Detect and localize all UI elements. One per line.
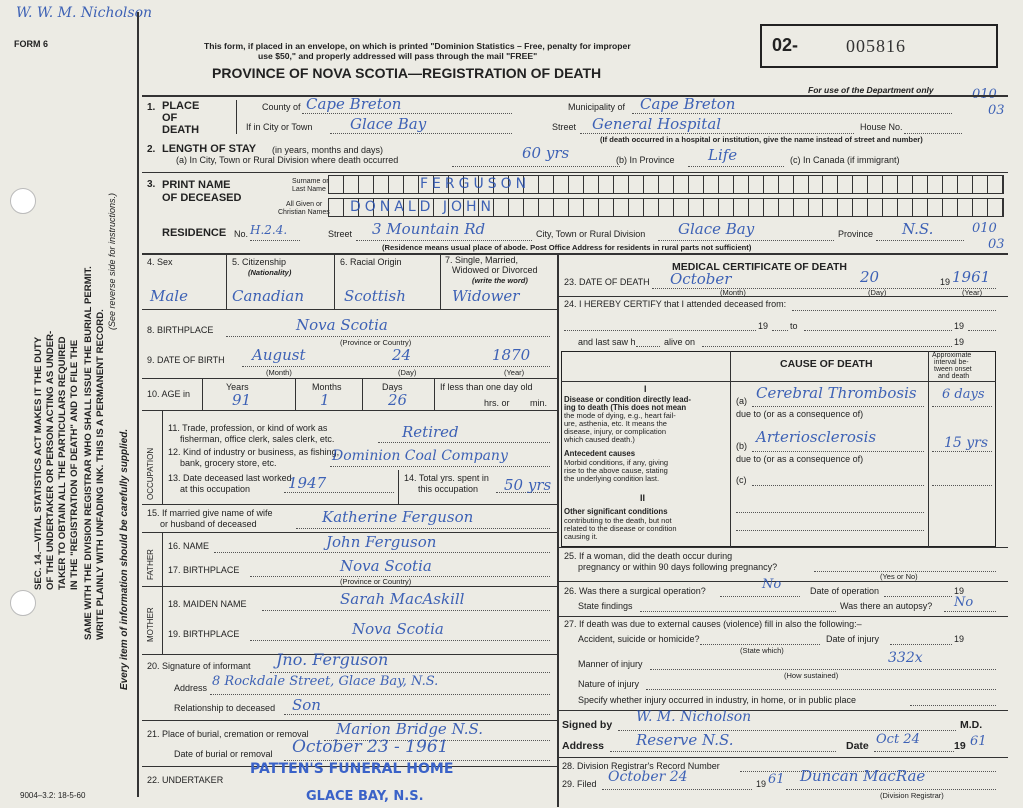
- municipality-value[interactable]: Cape Breton: [640, 95, 736, 113]
- manner-label: Manner of injury: [578, 659, 643, 669]
- months-value[interactable]: 1: [320, 391, 330, 409]
- disease-label-1: Disease or condition directly lead-: [564, 395, 691, 404]
- filed-value[interactable]: October 24: [608, 769, 688, 785]
- burial-value[interactable]: Marion Bridge N.S.: [336, 720, 484, 738]
- cause-a-label: (a): [736, 396, 747, 406]
- place-bracket: [236, 100, 237, 134]
- date-label: Date: [846, 740, 869, 752]
- age-label: 10. AGE in: [147, 389, 191, 399]
- undertaker-stamp-line-2: GLACE BAY, N.S.: [306, 789, 424, 804]
- name-num: 3.: [147, 179, 156, 190]
- disease-label-3: the mode of dying, e.g., heart fail-: [564, 411, 676, 420]
- stay-num: 2.: [147, 144, 156, 155]
- filed-label: 29. Filed: [562, 779, 597, 789]
- registration-prefix: 02-: [772, 35, 799, 55]
- occupation-side-label: OCCUPATION: [146, 447, 155, 500]
- dod-year-prefix: 19: [940, 277, 951, 287]
- name-label-1: PRINT NAME: [162, 179, 231, 191]
- interval-label-2: interval be-: [934, 359, 969, 366]
- marital-value[interactable]: Widower: [452, 287, 520, 305]
- residence-label: RESIDENCE: [162, 227, 227, 239]
- mother-name-value[interactable]: Sarah MacAskill: [340, 590, 465, 608]
- accident-label: Accident, suicide or homicide?: [578, 634, 700, 644]
- residence-division-label: City, Town or Rural Division: [536, 229, 646, 239]
- roman-ii: II: [640, 493, 646, 503]
- pregnancy-label-1: 25. If a woman, did the death occur during: [564, 551, 733, 561]
- dob-day-sub: (Day): [398, 368, 417, 377]
- mother-birthplace-value[interactable]: Nova Scotia: [352, 620, 444, 638]
- birthplace-value[interactable]: Nova Scotia: [296, 316, 388, 334]
- citizenship-sub: (Nationality): [248, 268, 292, 277]
- department-use-note: For use of the Department only: [808, 85, 934, 95]
- specify-label: Specify whether injury occurred in industry, in home, or in public place: [578, 695, 856, 705]
- op-date-label: Date of operation: [810, 586, 880, 596]
- envelope-note-1: This form, if placed in an envelope, on which is printed "Dominion Statistics – Free, penalty for improper: [204, 41, 631, 51]
- father-name-label: 16. NAME: [168, 541, 210, 551]
- residence-note: (Residence means usual place of abode. Post Office Address for residents in rural parts not sufficient): [382, 243, 752, 252]
- side-instruction-7: (See reverse side for instructions.): [107, 192, 117, 330]
- stay-label-sub: (in years, months and days): [272, 145, 384, 155]
- injury-date-label: Date of injury: [826, 634, 880, 644]
- residence-no-value[interactable]: H.2.4.: [250, 223, 288, 237]
- signed-by-label: Signed by: [562, 719, 613, 731]
- interval-label-3: tween onset: [934, 366, 972, 373]
- header-bottom-line: [142, 95, 1008, 97]
- burial-date-label: Date of burial or removal: [174, 749, 273, 759]
- stay-a-value[interactable]: 60 yrs: [522, 144, 570, 162]
- dod-year[interactable]: 1961: [952, 268, 991, 286]
- cause-b-value[interactable]: Arteriosclerosis: [756, 428, 877, 446]
- dob-label: 9. DATE OF BIRTH: [147, 355, 225, 365]
- given-label-2: Christian Names: [278, 209, 330, 216]
- top-handwritten-note: W. W. M. Nicholson: [16, 5, 153, 21]
- trade-label-1: 11. Trade, profession, or kind of work as: [168, 423, 328, 433]
- date-year-prefix: 19: [954, 740, 966, 752]
- hrs-label: hrs. or: [484, 398, 510, 408]
- autopsy-label: Was there an autopsy?: [840, 601, 933, 611]
- registrar-record-label: 28. Division Registrar's Record Number: [562, 761, 720, 771]
- other-label-2: contributing to the death, but not: [564, 516, 672, 525]
- side-instruction-1: SEC. 14.—VITAL STATISTICS ACT MAKES IT THE DUTY: [33, 336, 44, 590]
- father-birthplace-value[interactable]: Nova Scotia: [340, 557, 432, 575]
- dept-code-1: 010: [972, 87, 997, 102]
- manner-value[interactable]: 332x: [888, 650, 923, 666]
- signed-by-value[interactable]: W. M. Nicholson: [636, 709, 752, 725]
- certify-to-label: to: [790, 321, 798, 331]
- state-which-sub: (State which): [740, 646, 784, 655]
- envelope-note-2: use $50," and properly addressed will pass through the mail "FREE": [258, 51, 538, 61]
- side-instruction-2: OF THE UNDERTAKER OR PERSON ACTING AS UNDER-: [45, 330, 56, 590]
- wife-label-2: or husband of deceased: [160, 519, 257, 529]
- antecedent-label-3: rise to the above cause, stating: [564, 466, 668, 475]
- racial-label: 6. Racial Origin: [340, 257, 402, 267]
- registrar-signature[interactable]: Duncan MacRae: [800, 767, 926, 785]
- injury-date-year: 19: [954, 634, 965, 644]
- dept-code-4: 03: [988, 237, 1005, 252]
- pregnancy-label-2: pregnancy or within 90 days following pregnancy?: [578, 562, 778, 572]
- informant-sig-value[interactable]: Jno. Ferguson: [276, 650, 389, 669]
- place-note: (If death occurred in a hospital or institution, give the name instead of street and number): [600, 135, 923, 144]
- trade-label-2: fisherman, office clerk, sales clerk, etc.: [180, 434, 335, 444]
- doctor-address-label: Address: [562, 740, 605, 752]
- dod-month-sub: (Month): [720, 288, 746, 297]
- certify-year-2: 19: [954, 321, 965, 331]
- undertaker-label: 22. UNDERTAKER: [147, 775, 224, 785]
- mother-name-label: 18. MAIDEN NAME: [168, 599, 247, 609]
- pregnancy-yesno-sub: (Yes or No): [880, 572, 918, 581]
- last-worked-value[interactable]: 1947: [288, 474, 327, 492]
- stay-label: LENGTH OF STAY: [162, 143, 257, 155]
- interval-label-4: and death: [938, 373, 970, 380]
- residence-province-label: Province: [838, 229, 874, 239]
- stay-b-label: (b) In Province: [616, 155, 675, 165]
- form-number: FORM 6: [14, 39, 49, 49]
- years-label: Years: [226, 382, 249, 392]
- punch-hole-top: [10, 188, 36, 214]
- surname-label-2: Last Name: [292, 186, 326, 193]
- external-label: 27. If death was due to external causes (violence) fill in also the following:–: [564, 619, 862, 629]
- racial-value[interactable]: Scottish: [344, 287, 406, 305]
- cause-c-label: (c): [736, 475, 747, 485]
- disease-label-6: which caused death.): [564, 435, 635, 444]
- surname-label-1: Surname or: [292, 178, 329, 185]
- wife-value[interactable]: Katherine Ferguson: [322, 508, 474, 526]
- residence-street-label: Street: [328, 229, 353, 239]
- street-value[interactable]: General Hospital: [592, 115, 722, 133]
- father-birthplace-label: 17. BIRTHPLACE: [168, 565, 240, 575]
- burial-date-value[interactable]: October 23 - 1961: [292, 737, 449, 757]
- footer-code: 9004–3.2: 18-5-60: [20, 791, 86, 800]
- dod-day[interactable]: 20: [860, 268, 880, 286]
- trade-value[interactable]: Retired: [402, 423, 459, 441]
- last-worked-label-2: at this occupation: [180, 484, 251, 494]
- years-spent-label-2: this occupation: [418, 484, 479, 494]
- md-label: M.D.: [960, 719, 983, 731]
- days-label: Days: [382, 382, 403, 392]
- side-instruction-8: Every item of information should be carefully supplied.: [119, 428, 130, 690]
- column-divider: [557, 253, 559, 807]
- left-border-line: [137, 12, 139, 797]
- residence-province-value[interactable]: N.S.: [902, 220, 934, 238]
- form-title: PROVINCE OF NOVA SCOTIA—REGISTRATION OF DEATH: [212, 65, 602, 81]
- name-label-2: OF DECEASED: [162, 192, 242, 204]
- dod-day-sub: (Day): [868, 288, 887, 297]
- date-year[interactable]: 61: [970, 734, 987, 749]
- dod-month[interactable]: October: [670, 270, 732, 288]
- wife-label-1: 15. If married give name of wife: [147, 508, 273, 518]
- house-label: House No.: [860, 122, 903, 132]
- citizenship-value[interactable]: Canadian: [232, 287, 305, 305]
- disease-label-4: ure, asthenia, etc. It means the: [564, 419, 667, 428]
- dod-label: 23. DATE OF DEATH: [564, 277, 650, 287]
- father-name-value[interactable]: John Ferguson: [326, 533, 437, 551]
- medical-heading: MEDICAL CERTIFICATE OF DEATH: [672, 261, 847, 273]
- cause-b-interval[interactable]: 15 yrs: [944, 435, 989, 451]
- min-label: min.: [530, 398, 548, 408]
- surname-value[interactable]: FERGUSON: [420, 176, 531, 192]
- dept-code-3: 010: [972, 221, 997, 236]
- interval-label-1: Approximate: [932, 352, 972, 359]
- date-value[interactable]: Oct 24: [876, 732, 920, 747]
- months-label: Months: [312, 382, 342, 392]
- mother-birthplace-label: 19. BIRTHPLACE: [168, 629, 240, 639]
- antecedent-label-4: the underlying condition last.: [564, 474, 660, 483]
- father-birthplace-sub: (Province or Country): [340, 577, 412, 586]
- filed-year[interactable]: 61: [768, 772, 785, 787]
- dob-month-sub: (Month): [266, 368, 292, 377]
- city-label: If in City or Town: [246, 122, 313, 132]
- registrar-sub: (Division Registrar): [880, 791, 944, 800]
- years-spent-value[interactable]: 50 yrs: [504, 476, 552, 494]
- marital-sub: (write the word): [472, 276, 528, 285]
- years-value[interactable]: 91: [232, 391, 252, 409]
- side-instruction-3: TAKER TO OBTAIN ALL THE PARTICULARS REQUIRED: [57, 336, 68, 590]
- father-side-label: FATHER: [146, 549, 155, 580]
- autopsy-value[interactable]: No: [954, 595, 974, 610]
- days-value[interactable]: 26: [388, 391, 408, 409]
- stay-a-label: (a) In City, Town or Rural Division where death occurred: [176, 155, 399, 165]
- relationship-label: Relationship to deceased: [174, 703, 276, 713]
- doctor-address-value[interactable]: Reserve N.S.: [636, 731, 734, 749]
- birthplace-sub: (Province or Country): [340, 338, 412, 347]
- place-num: 1.: [147, 102, 156, 113]
- marital-label-2: Widowed or Divorced: [452, 265, 538, 275]
- industry-value[interactable]: Dominion Coal Company: [332, 448, 508, 464]
- other-label-4: causing it.: [564, 532, 598, 541]
- punch-hole-bottom: [10, 590, 36, 616]
- disease-label-2: ing to death (This does not mean: [564, 403, 687, 412]
- other-label-3: related to the disease or condition: [564, 524, 677, 533]
- dob-month[interactable]: August: [252, 346, 306, 364]
- roman-i: I: [644, 384, 647, 394]
- sex-label: 4. Sex: [147, 257, 173, 267]
- due-to-2: due to (or as a consequence of): [736, 454, 864, 464]
- certify-label: 24. I HEREBY CERTIFY that I attended deceased from:: [564, 299, 787, 309]
- informant-address-value[interactable]: 8 Rockdale Street, Glace Bay, N.S.: [212, 674, 439, 689]
- other-label-1: Other significant conditions: [564, 507, 668, 516]
- antecedent-label-2: Morbid conditions, if any, giving: [564, 458, 669, 467]
- last-saw-label: and last saw h: [578, 337, 636, 347]
- registration-number: 005816: [846, 36, 906, 56]
- county-label: County of: [262, 102, 301, 112]
- alive-label: alive on: [664, 337, 696, 347]
- side-instruction-4: IN THE "REGISTRATION OF DEATH" AND TO FILE THE: [69, 339, 80, 590]
- surgery-value[interactable]: No: [762, 577, 782, 592]
- mother-side-label: MOTHER: [146, 607, 155, 642]
- municipality-label: Municipality of: [568, 102, 626, 112]
- stay-c-label: (c) In Canada (if immigrant): [790, 155, 900, 165]
- given-label-1: All Given or: [286, 201, 323, 208]
- residence-street-value[interactable]: 3 Mountain Rd: [372, 220, 486, 238]
- dept-code-2: 03: [988, 103, 1005, 118]
- disease-label-5: disease, injury, or complication: [564, 427, 666, 436]
- birthplace-label: 8. BIRTHPLACE: [147, 325, 214, 335]
- residence-no-label: No.: [234, 229, 249, 239]
- dob-year-sub: (Year): [504, 368, 525, 377]
- filed-year-prefix: 19: [756, 779, 767, 789]
- cause-title: CAUSE OF DEATH: [780, 358, 873, 370]
- side-instruction-6: WRITE PLAINLY WITH UNFADING INK. THIS IS A PERMANENT RECORD.: [95, 309, 106, 640]
- how-sustained-sub: (How sustained): [784, 671, 839, 680]
- informant-sig-label: 20. Signature of informant: [147, 661, 251, 671]
- cause-a-value[interactable]: Cerebral Thrombosis: [756, 384, 917, 402]
- less-day-label: If less than one day old: [440, 382, 533, 392]
- cause-a-interval[interactable]: 6 days: [942, 387, 985, 402]
- cause-b-label: (b): [736, 441, 747, 451]
- street-label: Street: [552, 122, 577, 132]
- industry-label-2: bank, grocery store, etc.: [180, 458, 277, 468]
- county-value[interactable]: Cape Breton: [306, 95, 402, 113]
- place-label-1: PLACE: [162, 100, 200, 112]
- place-label-3: DEATH: [162, 124, 200, 136]
- industry-label-1: 12. Kind of industry or business, as fishing,: [168, 447, 340, 457]
- op-date-year: 19: [954, 586, 965, 596]
- undertaker-stamp-line-1: PATTEN'S FUNERAL HOME: [250, 761, 454, 777]
- state-findings-label: State findings: [578, 601, 633, 611]
- place-label-2: OF: [162, 112, 178, 124]
- certify-year-1: 19: [758, 321, 769, 331]
- surgery-label: 26. Was there a surgical operation?: [564, 586, 706, 596]
- sex-value[interactable]: Male: [150, 287, 188, 305]
- given-name-value[interactable]: DONALD JOHN: [350, 199, 496, 215]
- citizenship-label: 5. Citizenship: [232, 257, 287, 267]
- city-value[interactable]: Glace Bay: [350, 115, 427, 133]
- dod-year-sub: (Year): [962, 288, 983, 297]
- alive-year: 19: [954, 337, 965, 347]
- dob-day[interactable]: 24: [392, 346, 412, 364]
- burial-label: 21. Place of burial, cremation or removal: [147, 729, 309, 739]
- nature-label: Nature of injury: [578, 679, 640, 689]
- stay-b-value[interactable]: Life: [708, 146, 738, 164]
- marital-label-1: 7. Single, Married,: [445, 255, 519, 265]
- dob-year[interactable]: 1870: [492, 346, 531, 364]
- informant-address-label: Address: [174, 683, 208, 693]
- years-spent-label-1: 14. Total yrs. spent in: [404, 473, 489, 483]
- antecedent-label-1: Antecedent causes: [564, 449, 636, 458]
- residence-division-value[interactable]: Glace Bay: [678, 220, 755, 238]
- last-worked-label-1: 13. Date deceased last worked: [168, 473, 292, 483]
- relationship-value[interactable]: Son: [292, 696, 321, 714]
- due-to-1: due to (or as a consequence of): [736, 409, 864, 419]
- side-instruction-5: SAME WITH THE DIVISION REGISTRAR WHO SHALL ISSUE THE BURIAL PERMIT.: [83, 266, 94, 640]
